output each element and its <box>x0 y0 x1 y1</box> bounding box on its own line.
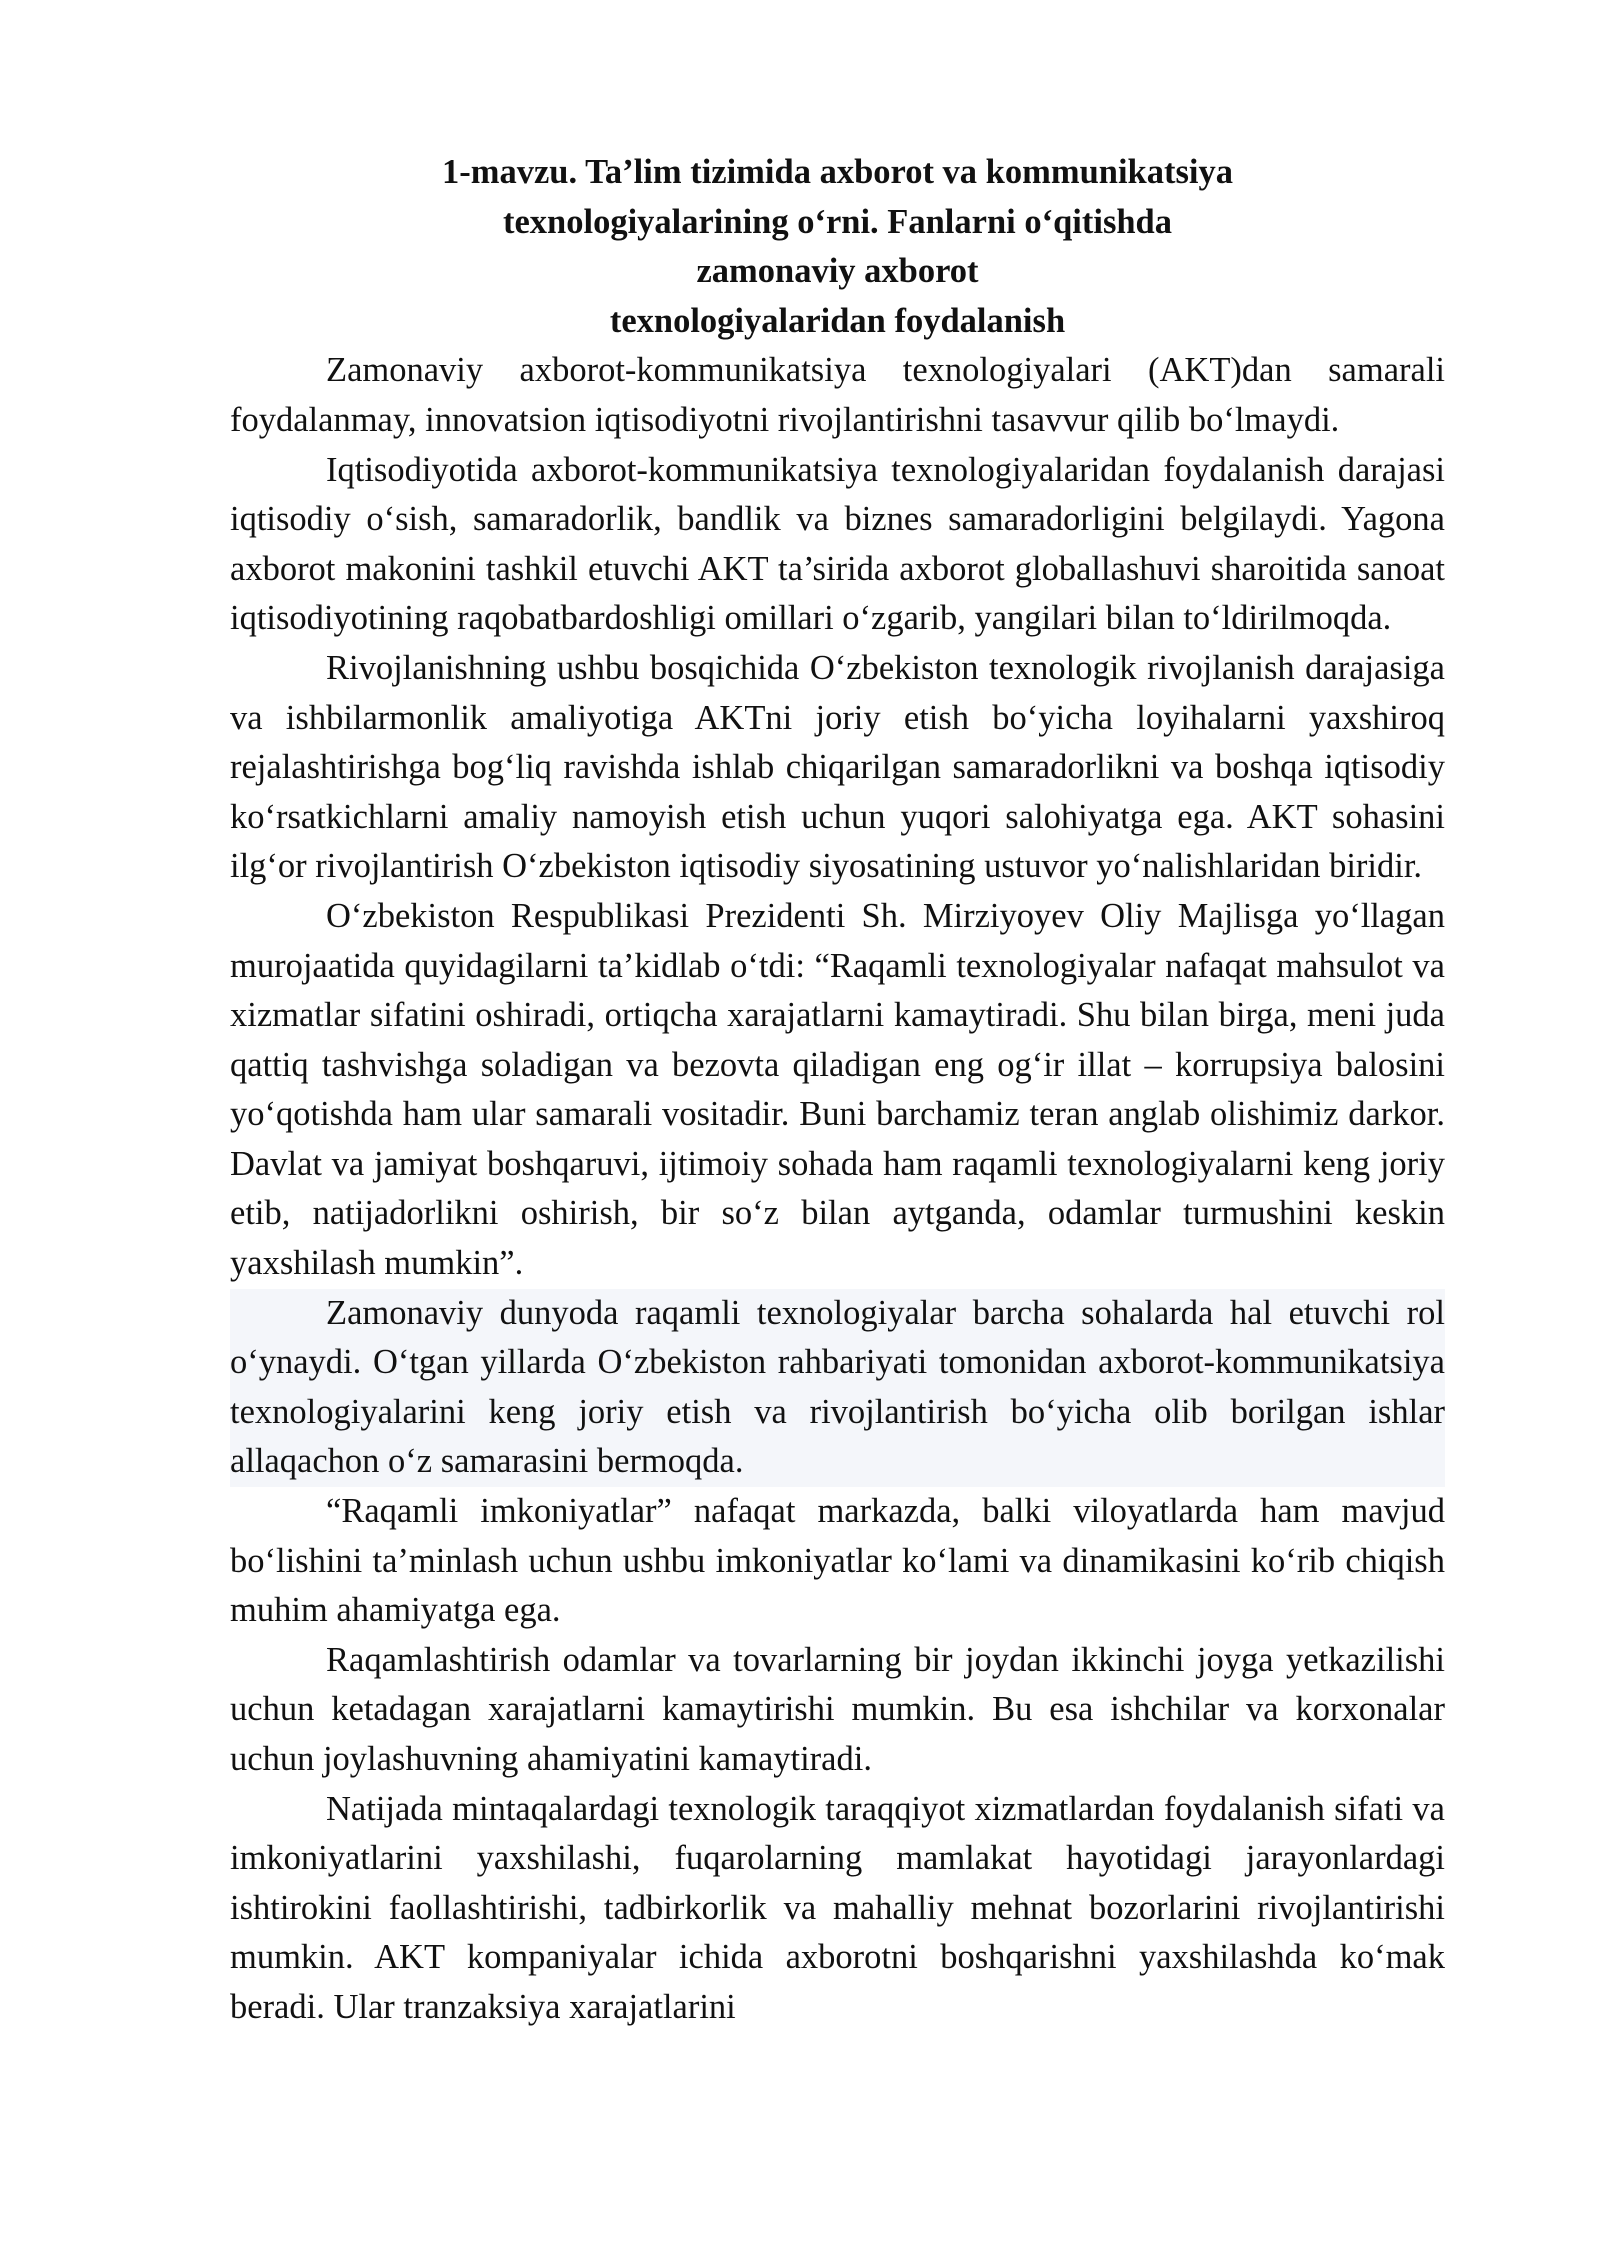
paragraph: “Raqamli imkoniyatlar” nafaqat markazda, balki viloyatlarda ham mavjud bo‘lishini ta’minlash uchun ushbu imkoniyatlar ko‘lami va dinamikasini ko‘rib chiqish muhim ahamiyatga ega. <box>230 1492 1445 1630</box>
paragraph: Raqamlashtirish odamlar va tovarlarning bir joydan ikkinchi joyga yetkazilishi uchun ketadagan xarajatlarni kamaytirishi mumkin. Bu esa ishchilar va korxonalar uchun joylashuvning ahamiyatini kamaytiradi. <box>230 1640 1445 1778</box>
paragraph: Natijada mintaqalardagi texnologik taraqqiyot xizmatlardan foydalanish sifati va imkoniyatlarini yaxshilashi, fuqarolarning mamlakat hayotidagi jarayonlardagi ishtirokini faollashtirishi, tadbirkorlik va mahalliy mehnat bozorlarini rivojlantirishi mumkin. AKT kompaniyalar ichida axborotni boshqarishni yaxshilashda ko‘mak beradi. Ular tranzaksiya xarajatlarini <box>230 1789 1445 2026</box>
title-line: texnologiyalaridan foydalanish <box>609 301 1066 340</box>
paragraph: O‘zbekiston Respublikasi Prezidenti Sh. Mirziyoyev Oliy Majlisga yo‘llagan murojaatida quyidagilarni ta’kidlab o‘tdi: “Raqamli texnologiyalar nafaqat mahsulot va xizmatlar sifatini oshiradi, ortiqcha xarajatlarni kamaytiradi. Shu bilan birga, meni juda qattiq tashvishga soladigan va bezovta qiladigan eng og‘ir illat – korrupsiya balosini yo‘qotishda ham ular samarali vositadir. Buni barchamiz teran anglab olishimiz darkor. Davlat va jamiyat boshqaruvi, ijtimoiy sohada ham raqamli texnologiyalarni keng joriy etib, natijadorlikni oshirish, bir so‘z bilan aytganda, odamlar turmushini keskin yaxshilash mumkin”. <box>230 896 1445 1283</box>
page-title <box>230 148 1445 346</box>
document-body <box>230 148 1445 2033</box>
paragraph: Zamonaviy axborot-kommunikatsiya texnologiyalari (AKT)dan samarali foydalanmay, innovatsion iqtisodiyotni rivojlantirishni tasavvur qilib bo‘lmaydi. <box>230 351 1445 439</box>
paragraph: Rivojlanishning ushbu bosqichida O‘zbekiston texnologik rivojlanish darajasiga va ishbilarmonlik amaliyotiga AKTni joriy etish bo‘yicha loyihalarni yaxshiroq rejalashtirishga bog‘liq ravishda ishlab chiqarilgan samaradorlikni va boshqa iqtisodiy ko‘rsatkichlarni amaliy namoyish etish uchun yuqori salohiyatga ega. AKT sohasini ilg‘or rivojlantirish O‘zbekiston iqtisodiy siyosatining ustuvor yo‘nalishlaridan biridir. <box>230 648 1445 886</box>
paragraph: Iqtisodiyotida axborot-kommunikatsiya texnologiyalaridan foydalanish darajasi iqtisodiy o‘sish, samaradorlik, bandlik va biznes samaradorligini belgilaydi. Yagona axborot makonini tashkil etuvchi AKT ta’sirida axborot globallashuvi sharoitida sanoat iqtisodiyotining raqobatbardoshligi omillari o‘zgarib, yangilari bilan to‘ldirilmoqda. <box>230 450 1445 638</box>
paragraph: Zamonaviy dunyoda raqamli texnologiyalar barcha sohalarda hal etuvchi rol o‘ynaydi. O‘tgan yillarda O‘zbekiston rahbariyati tomonidan axborot-kommunikatsiya texnologiyalarini keng joriy etish va rivojlantirish bo‘yicha olib borilgan ishlar allaqachon o‘z samarasini bermoqda. <box>230 1289 1445 1487</box>
title-line: texnologiyalarining o‘rni. Fanlarni o‘qitishda zamonaviy axborot <box>503 202 1172 291</box>
title-line: 1-mavzu. Ta’lim tizimida axborot va kommunikatsiya <box>441 153 1233 191</box>
